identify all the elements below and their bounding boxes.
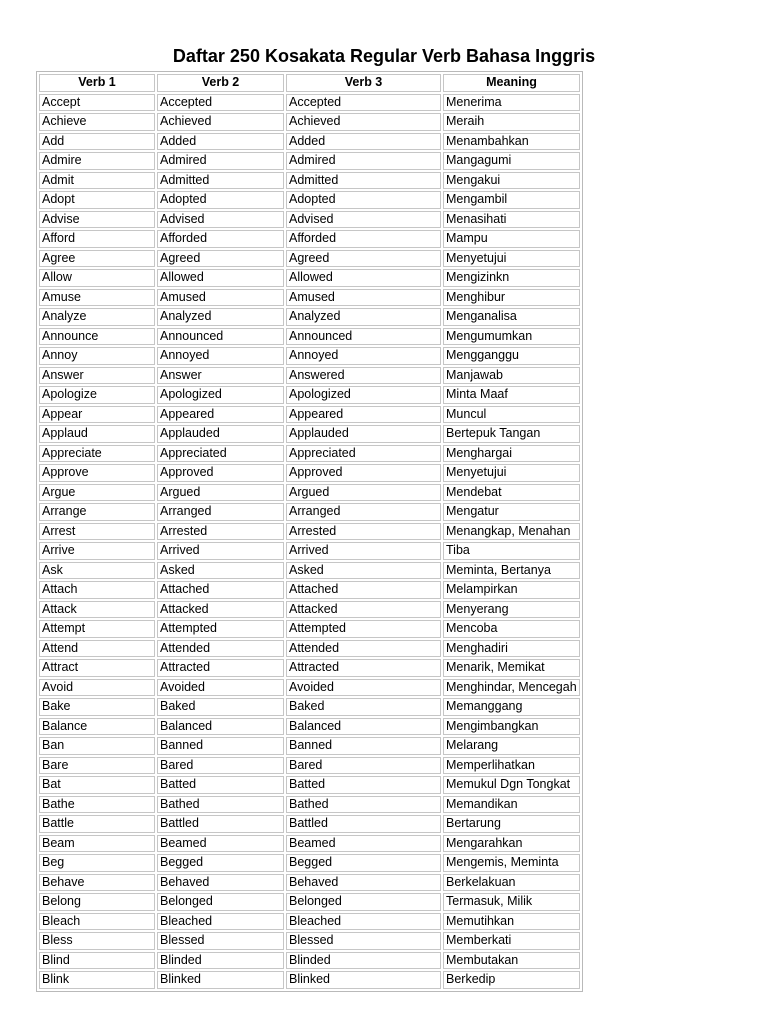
cell-verb-2: Attacked (157, 601, 284, 619)
cell-verb-2: Added (157, 133, 284, 151)
table-row (39, 698, 580, 716)
cell-meaning: Menghadiri (443, 640, 580, 658)
cell-verb-1: Ban (39, 737, 155, 755)
cell-verb-1: Bake (39, 698, 155, 716)
cell-meaning: Manjawab (443, 367, 580, 385)
cell-meaning: Menarik, Memikat (443, 659, 580, 677)
cell-meaning: Menghindar, Mencegah (443, 679, 580, 697)
cell-meaning: Mangagumi (443, 152, 580, 170)
cell-verb-3: Attacked (286, 601, 441, 619)
cell-verb-1: Bleach (39, 913, 155, 931)
cell-verb-1: Bless (39, 932, 155, 950)
cell-meaning: Menyetujui (443, 250, 580, 268)
cell-verb-1: Applaud (39, 425, 155, 443)
cell-verb-1: Achieve (39, 113, 155, 131)
cell-verb-3: Avoided (286, 679, 441, 697)
cell-meaning: Mengganggu (443, 347, 580, 365)
cell-verb-2: Banned (157, 737, 284, 755)
cell-meaning: Menangkap, Menahan (443, 523, 580, 541)
cell-verb-3: Asked (286, 562, 441, 580)
cell-meaning: Berkedip (443, 971, 580, 989)
cell-verb-3: Announced (286, 328, 441, 346)
cell-verb-1: Admire (39, 152, 155, 170)
cell-verb-3: Added (286, 133, 441, 151)
cell-verb-2: Admitted (157, 172, 284, 190)
table-header-row (39, 74, 580, 92)
cell-verb-3: Battled (286, 815, 441, 833)
cell-verb-2: Allowed (157, 269, 284, 287)
cell-verb-3: Balanced (286, 718, 441, 736)
cell-verb-2: Achieved (157, 113, 284, 131)
cell-verb-3: Amused (286, 289, 441, 307)
table-row (39, 757, 580, 775)
cell-verb-3: Annoyed (286, 347, 441, 365)
table-row (39, 835, 580, 853)
cell-meaning: Bertepuk Tangan (443, 425, 580, 443)
cell-verb-1: Arrive (39, 542, 155, 560)
table-row (39, 484, 580, 502)
cell-verb-2: Apologized (157, 386, 284, 404)
cell-meaning: Menganalisa (443, 308, 580, 326)
cell-verb-2: Avoided (157, 679, 284, 697)
cell-meaning: Minta Maaf (443, 386, 580, 404)
header-verb-3: Verb 3 (286, 74, 441, 92)
table-row (39, 191, 580, 209)
table-row (39, 718, 580, 736)
cell-verb-2: Attached (157, 581, 284, 599)
table-row (39, 464, 580, 482)
cell-verb-3: Apologized (286, 386, 441, 404)
cell-meaning: Memperlihatkan (443, 757, 580, 775)
cell-verb-2: Begged (157, 854, 284, 872)
cell-verb-1: Behave (39, 874, 155, 892)
cell-verb-3: Admired (286, 152, 441, 170)
table-row (39, 796, 580, 814)
cell-verb-1: Blind (39, 952, 155, 970)
table-row (39, 133, 580, 151)
table-row (39, 542, 580, 560)
cell-meaning: Mengatur (443, 503, 580, 521)
cell-verb-2: Admired (157, 152, 284, 170)
cell-verb-1: Admit (39, 172, 155, 190)
cell-verb-2: Argued (157, 484, 284, 502)
cell-verb-1: Apologize (39, 386, 155, 404)
cell-verb-3: Baked (286, 698, 441, 716)
table-row (39, 94, 580, 112)
cell-verb-3: Blessed (286, 932, 441, 950)
cell-verb-2: Belonged (157, 893, 284, 911)
table-row (39, 737, 580, 755)
cell-meaning: Menerima (443, 94, 580, 112)
cell-verb-2: Applauded (157, 425, 284, 443)
table-row (39, 425, 580, 443)
cell-verb-1: Agree (39, 250, 155, 268)
table-row (39, 913, 580, 931)
cell-verb-1: Advise (39, 211, 155, 229)
table-row (39, 971, 580, 989)
cell-verb-1: Arrest (39, 523, 155, 541)
cell-meaning: Muncul (443, 406, 580, 424)
cell-verb-3: Applauded (286, 425, 441, 443)
table-row (39, 347, 580, 365)
cell-meaning: Mendebat (443, 484, 580, 502)
cell-verb-3: Arrested (286, 523, 441, 541)
cell-verb-1: Attract (39, 659, 155, 677)
table-row (39, 815, 580, 833)
cell-meaning: Menyetujui (443, 464, 580, 482)
table-row (39, 406, 580, 424)
cell-verb-1: Ask (39, 562, 155, 580)
cell-meaning: Mengizinkn (443, 269, 580, 287)
cell-verb-1: Afford (39, 230, 155, 248)
cell-verb-2: Announced (157, 328, 284, 346)
cell-verb-3: Allowed (286, 269, 441, 287)
cell-verb-3: Attempted (286, 620, 441, 638)
cell-verb-3: Banned (286, 737, 441, 755)
table-row (39, 854, 580, 872)
cell-verb-1: Add (39, 133, 155, 151)
cell-meaning: Memanggang (443, 698, 580, 716)
cell-meaning: Mengambil (443, 191, 580, 209)
cell-meaning: Memberkati (443, 932, 580, 950)
cell-verb-3: Adopted (286, 191, 441, 209)
cell-verb-2: Adopted (157, 191, 284, 209)
cell-meaning: Memukul Dgn Tongkat (443, 776, 580, 794)
cell-meaning: Mengumumkan (443, 328, 580, 346)
cell-verb-1: Beam (39, 835, 155, 853)
cell-verb-3: Arrived (286, 542, 441, 560)
cell-meaning: Mengimbangkan (443, 718, 580, 736)
cell-verb-2: Agreed (157, 250, 284, 268)
cell-meaning: Berkelakuan (443, 874, 580, 892)
table-row (39, 776, 580, 794)
table-row (39, 386, 580, 404)
cell-verb-2: Blessed (157, 932, 284, 950)
table-row (39, 445, 580, 463)
cell-verb-3: Agreed (286, 250, 441, 268)
cell-verb-3: Attended (286, 640, 441, 658)
cell-verb-3: Achieved (286, 113, 441, 131)
page-title: Daftar 250 Kosakata Regular Verb Bahasa Inggris (172, 46, 596, 67)
table-row (39, 601, 580, 619)
cell-meaning: Bertarung (443, 815, 580, 833)
cell-verb-2: Blinded (157, 952, 284, 970)
cell-verb-1: Balance (39, 718, 155, 736)
cell-verb-2: Behaved (157, 874, 284, 892)
cell-verb-3: Approved (286, 464, 441, 482)
cell-verb-1: Attach (39, 581, 155, 599)
cell-verb-1: Bat (39, 776, 155, 794)
cell-meaning: Tiba (443, 542, 580, 560)
cell-verb-2: Afforded (157, 230, 284, 248)
cell-verb-2: Amused (157, 289, 284, 307)
cell-verb-3: Bared (286, 757, 441, 775)
table-row (39, 503, 580, 521)
verb-table (36, 71, 583, 992)
header-verb-2: Verb 2 (157, 74, 284, 92)
cell-verb-2: Analyzed (157, 308, 284, 326)
cell-verb-3: Appeared (286, 406, 441, 424)
cell-meaning: Mencoba (443, 620, 580, 638)
cell-verb-2: Bathed (157, 796, 284, 814)
table-row (39, 113, 580, 131)
table-row (39, 659, 580, 677)
table-row (39, 289, 580, 307)
cell-verb-3: Behaved (286, 874, 441, 892)
cell-verb-3: Arranged (286, 503, 441, 521)
cell-meaning: Termasuk, Milik (443, 893, 580, 911)
cell-verb-1: Analyze (39, 308, 155, 326)
cell-verb-2: Attracted (157, 659, 284, 677)
cell-meaning: Menghibur (443, 289, 580, 307)
header-meaning: Meaning (443, 74, 580, 92)
cell-meaning: Mampu (443, 230, 580, 248)
table-row (39, 874, 580, 892)
table-row (39, 581, 580, 599)
cell-verb-1: Battle (39, 815, 155, 833)
table-row (39, 328, 580, 346)
cell-verb-2: Appeared (157, 406, 284, 424)
cell-verb-1: Attend (39, 640, 155, 658)
cell-meaning: Menasihati (443, 211, 580, 229)
cell-verb-2: Attempted (157, 620, 284, 638)
table-row (39, 172, 580, 190)
cell-meaning: Mengarahkan (443, 835, 580, 853)
cell-verb-2: Attended (157, 640, 284, 658)
cell-verb-3: Belonged (286, 893, 441, 911)
cell-verb-2: Bleached (157, 913, 284, 931)
table-row (39, 250, 580, 268)
cell-verb-1: Argue (39, 484, 155, 502)
table-row (39, 152, 580, 170)
cell-verb-2: Arranged (157, 503, 284, 521)
table-row (39, 893, 580, 911)
cell-verb-1: Beg (39, 854, 155, 872)
table-row (39, 952, 580, 970)
cell-verb-1: Bathe (39, 796, 155, 814)
cell-verb-2: Advised (157, 211, 284, 229)
cell-verb-1: Attempt (39, 620, 155, 638)
cell-verb-2: Appreciated (157, 445, 284, 463)
cell-meaning: Memandikan (443, 796, 580, 814)
cell-meaning: Mengemis, Meminta (443, 854, 580, 872)
cell-verb-1: Arrange (39, 503, 155, 521)
cell-meaning: Menghargai (443, 445, 580, 463)
table-row (39, 211, 580, 229)
cell-verb-2: Balanced (157, 718, 284, 736)
cell-meaning: Menambahkan (443, 133, 580, 151)
table-row (39, 679, 580, 697)
table-row (39, 308, 580, 326)
cell-verb-1: Annoy (39, 347, 155, 365)
cell-verb-1: Appreciate (39, 445, 155, 463)
cell-verb-2: Beamed (157, 835, 284, 853)
cell-verb-3: Batted (286, 776, 441, 794)
cell-verb-2: Bared (157, 757, 284, 775)
cell-verb-3: Bleached (286, 913, 441, 931)
cell-verb-1: Accept (39, 94, 155, 112)
cell-verb-1: Amuse (39, 289, 155, 307)
cell-verb-1: Attack (39, 601, 155, 619)
cell-verb-1: Avoid (39, 679, 155, 697)
table-row (39, 230, 580, 248)
table-row (39, 932, 580, 950)
cell-verb-3: Afforded (286, 230, 441, 248)
cell-verb-1: Announce (39, 328, 155, 346)
cell-verb-3: Blinded (286, 952, 441, 970)
cell-verb-1: Answer (39, 367, 155, 385)
cell-verb-3: Attached (286, 581, 441, 599)
cell-verb-3: Accepted (286, 94, 441, 112)
cell-verb-3: Begged (286, 854, 441, 872)
cell-verb-2: Accepted (157, 94, 284, 112)
cell-verb-3: Blinked (286, 971, 441, 989)
table-row (39, 269, 580, 287)
cell-verb-3: Attracted (286, 659, 441, 677)
cell-verb-1: Blink (39, 971, 155, 989)
table-row (39, 367, 580, 385)
header-verb-1: Verb 1 (39, 74, 155, 92)
cell-verb-1: Adopt (39, 191, 155, 209)
table-body (39, 94, 580, 989)
cell-verb-2: Approved (157, 464, 284, 482)
cell-verb-2: Arrested (157, 523, 284, 541)
cell-verb-1: Approve (39, 464, 155, 482)
cell-verb-2: Batted (157, 776, 284, 794)
cell-verb-3: Beamed (286, 835, 441, 853)
cell-verb-3: Analyzed (286, 308, 441, 326)
cell-meaning: Melarang (443, 737, 580, 755)
cell-meaning: Melampirkan (443, 581, 580, 599)
cell-verb-2: Answer (157, 367, 284, 385)
cell-verb-2: Battled (157, 815, 284, 833)
cell-meaning: Mengakui (443, 172, 580, 190)
cell-verb-1: Allow (39, 269, 155, 287)
table-row (39, 620, 580, 638)
table-row (39, 640, 580, 658)
cell-meaning: Membutakan (443, 952, 580, 970)
cell-verb-2: Baked (157, 698, 284, 716)
cell-meaning: Menyerang (443, 601, 580, 619)
cell-verb-1: Appear (39, 406, 155, 424)
cell-verb-3: Appreciated (286, 445, 441, 463)
cell-meaning: Meminta, Bertanya (443, 562, 580, 580)
cell-verb-3: Bathed (286, 796, 441, 814)
cell-verb-1: Bare (39, 757, 155, 775)
cell-meaning: Meraih (443, 113, 580, 131)
cell-verb-3: Advised (286, 211, 441, 229)
cell-verb-2: Asked (157, 562, 284, 580)
cell-verb-3: Answered (286, 367, 441, 385)
cell-verb-1: Belong (39, 893, 155, 911)
cell-verb-2: Arrived (157, 542, 284, 560)
cell-verb-3: Admitted (286, 172, 441, 190)
table-row (39, 562, 580, 580)
cell-verb-2: Annoyed (157, 347, 284, 365)
cell-verb-3: Argued (286, 484, 441, 502)
cell-meaning: Memutihkan (443, 913, 580, 931)
cell-verb-2: Blinked (157, 971, 284, 989)
table-row (39, 523, 580, 541)
